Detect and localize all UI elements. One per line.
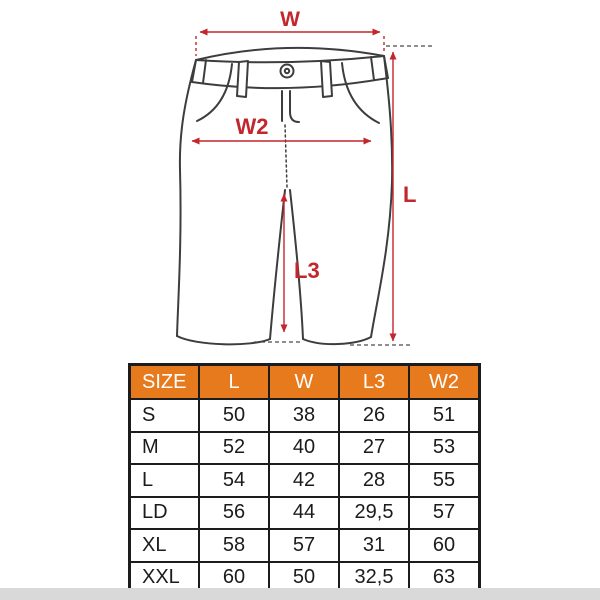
table-row	[130, 529, 480, 562]
value-cell: 42	[269, 464, 339, 497]
value-cell: 63	[409, 562, 480, 595]
table-row	[130, 464, 480, 497]
center-seam-dotted	[285, 125, 287, 187]
table-row	[130, 432, 480, 465]
belt-loop-right	[321, 61, 332, 97]
value-cell: 51	[409, 399, 480, 432]
value-cell: 40	[269, 432, 339, 465]
value-cell: 50	[199, 399, 269, 432]
value-cell: 32,5	[339, 562, 409, 595]
button	[281, 65, 294, 78]
w2-dimension-label: W2	[235, 114, 269, 139]
value-cell: 57	[409, 497, 480, 530]
table-row	[130, 399, 480, 432]
value-cell: 57	[269, 529, 339, 562]
size-cell: XL	[130, 529, 200, 562]
fly-seam-right	[290, 91, 299, 122]
bottom-edge-strip	[0, 588, 600, 600]
value-cell: 56	[199, 497, 269, 530]
value-cell: 31	[339, 529, 409, 562]
size-cell: L	[130, 464, 200, 497]
col-header-l3: L3	[339, 365, 409, 400]
size-cell: S	[130, 399, 200, 432]
value-cell: 60	[199, 562, 269, 595]
value-cell: 38	[269, 399, 339, 432]
value-cell: 58	[199, 529, 269, 562]
value-cell: 28	[339, 464, 409, 497]
waistband-right-seam	[371, 57, 374, 80]
value-cell: 54	[199, 464, 269, 497]
value-cell: 26	[339, 399, 409, 432]
table-row	[130, 497, 480, 530]
waistband-left-seam	[203, 60, 206, 83]
col-header-w: W	[269, 365, 339, 400]
value-cell: 27	[339, 432, 409, 465]
size-cell: M	[130, 432, 200, 465]
col-header-size: SIZE	[130, 365, 200, 400]
belt-loop-left	[237, 61, 248, 97]
value-cell: 44	[269, 497, 339, 530]
value-cell: 53	[409, 432, 480, 465]
waistband-bottom-edge	[192, 78, 388, 88]
table-header-row	[130, 365, 480, 400]
w-dimension-label: W	[280, 8, 300, 31]
size-cell: LD	[130, 497, 200, 530]
value-cell: 55	[409, 464, 480, 497]
side-seam-right	[371, 56, 392, 337]
size-cell: XXL	[130, 562, 200, 595]
side-seam-left	[177, 60, 196, 336]
col-header-w2: W2	[409, 365, 480, 400]
l-dimension-label: L	[403, 182, 417, 207]
inseam-left	[270, 190, 285, 339]
pocket-curve-left	[197, 64, 232, 121]
dimension-arrows	[192, 32, 393, 341]
hem-left-leg	[177, 336, 270, 344]
hem-right-leg	[303, 337, 371, 344]
value-cell: 60	[409, 529, 480, 562]
value-cell: 52	[199, 432, 269, 465]
value-cell: 29,5	[339, 497, 409, 530]
value-cell: 50	[269, 562, 339, 595]
waistband-front-rim	[196, 56, 384, 62]
l3-dimension-label: L3	[294, 258, 320, 283]
size-table	[128, 363, 481, 596]
col-header-l: L	[199, 365, 269, 400]
